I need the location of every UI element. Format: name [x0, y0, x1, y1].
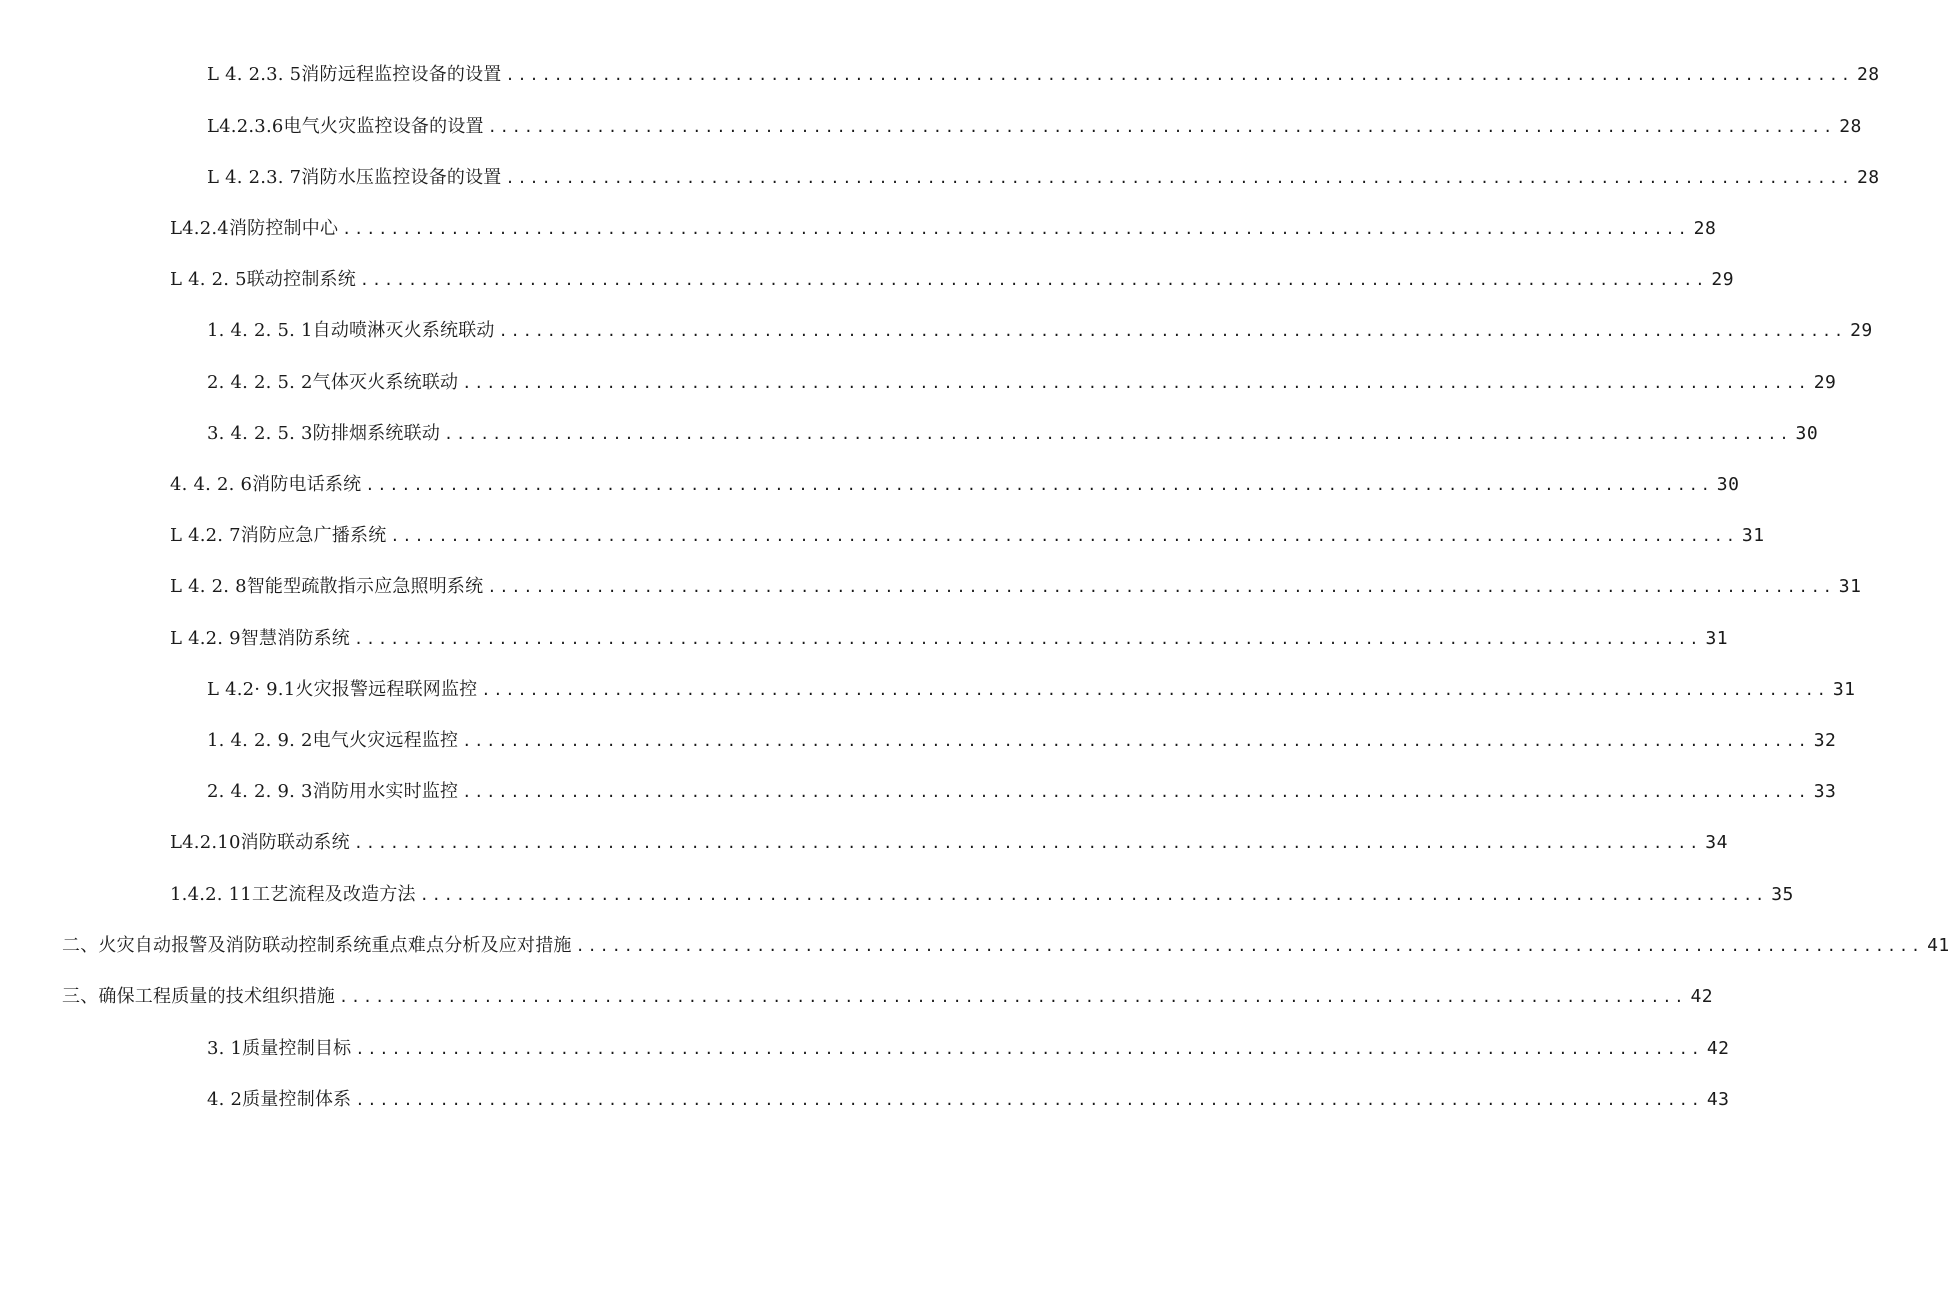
- toc-entry-page: 42: [1690, 986, 1714, 1007]
- toc-entry[interactable]: [170, 882, 1794, 908]
- toc-entry-page: 30: [1795, 423, 1819, 444]
- toc-entry-page: 42: [1706, 1038, 1730, 1059]
- toc-entry[interactable]: [170, 523, 1765, 549]
- toc-entry-page: 28: [1839, 116, 1862, 137]
- toc-entry-title: L 4.2. 9智慧消防系统: [170, 628, 350, 649]
- toc-entry-page: 41: [1927, 935, 1950, 956]
- toc-entry[interactable]: [207, 370, 1837, 396]
- toc-entry[interactable]: [170, 626, 1729, 652]
- toc-entry-title: 1.4.2. 11工艺流程及改造方法: [170, 884, 416, 905]
- toc-leader-dots: ................................................................................................................: [339, 988, 1687, 1006]
- toc-entry[interactable]: [207, 1036, 1730, 1062]
- toc-entry[interactable]: [207, 318, 1873, 344]
- toc-leader-dots: ................................................................................................................: [419, 886, 1768, 904]
- toc-entry-page: 29: [1850, 320, 1873, 341]
- toc-entry-page: 43: [1706, 1089, 1730, 1110]
- toc-leader-dots: ................................................................................................................: [359, 271, 1708, 289]
- toc-entry[interactable]: [207, 114, 1862, 140]
- toc-leader-dots: ................................................................................................................: [462, 732, 1810, 750]
- toc-entry-page: 34: [1705, 832, 1728, 853]
- toc-entry-title: L 4. 2.3. 5消防远程监控设备的设置: [207, 64, 502, 85]
- toc-entry-page: 29: [1813, 372, 1837, 393]
- toc-leader-dots: ................................................................................................................: [481, 681, 1829, 699]
- toc-entry-page: 31: [1741, 525, 1765, 546]
- toc-entry-page: 30: [1716, 474, 1740, 495]
- toc-leader-dots: ................................................................................................................: [462, 783, 1810, 801]
- toc-entry-page: 31: [1832, 679, 1856, 700]
- toc-entry[interactable]: [170, 472, 1740, 498]
- toc-entry[interactable]: [207, 728, 1837, 754]
- toc-leader-dots: ................................................................................................................: [575, 937, 1924, 955]
- toc-entry-page: 32: [1813, 730, 1837, 751]
- toc-entry-title: 1. 4. 2. 9. 2电气火灾远程监控: [207, 730, 459, 751]
- toc-entry[interactable]: [62, 933, 1950, 959]
- toc-leader-dots: ................................................................................................................: [444, 425, 1792, 443]
- toc-entry[interactable]: [207, 1087, 1730, 1113]
- toc-entry-title: 1. 4. 2. 5. 1自动喷淋灭火系统联动: [207, 320, 495, 341]
- toc-entry-page: 29: [1711, 269, 1735, 290]
- toc-entry[interactable]: [207, 779, 1837, 805]
- toc-entry-page: 28: [1856, 167, 1880, 188]
- toc-leader-dots: ................................................................................................................: [505, 169, 1853, 187]
- toc-entry-page: 35: [1771, 884, 1794, 905]
- toc-entry-page: 28: [1856, 64, 1880, 85]
- toc-entry[interactable]: [170, 267, 1735, 293]
- toc-entry-title: 3. 4. 2. 5. 3防排烟系统联动: [207, 423, 441, 444]
- toc-leader-dots: ................................................................................................................: [487, 578, 1835, 596]
- toc-leader-dots: ................................................................................................................: [505, 66, 1853, 84]
- toc-entry-title: L4.2.4消防控制中心: [170, 218, 339, 239]
- toc-entry-title: L4.2.3.6电气火灾监控设备的设置: [207, 116, 484, 137]
- toc-entry-title: L 4.2· 9.1火灾报警远程联网监控: [207, 679, 478, 700]
- toc-leader-dots: ................................................................................................................: [498, 322, 1847, 340]
- toc-entry-title: 三、确保工程质量的技术组织措施: [62, 986, 335, 1007]
- toc-entry-page: 33: [1813, 781, 1837, 802]
- toc-entry-title: L 4. 2. 5联动控制系统: [170, 269, 356, 290]
- toc-entry[interactable]: [207, 677, 1856, 703]
- toc-entry-title: L 4. 2.3. 7消防水压监控设备的设置: [207, 167, 502, 188]
- toc-entry-page: 31: [1705, 628, 1729, 649]
- toc-entry-title: 4. 4. 2. 6消防电话系统: [170, 474, 362, 495]
- toc-leader-dots: ................................................................................................................: [487, 118, 1836, 136]
- toc-leader-dots: ................................................................................................................: [462, 374, 1810, 392]
- toc-leader-dots: ................................................................................................................: [342, 220, 1690, 238]
- toc-entry-title: L4.2.10消防联动系统: [170, 832, 350, 853]
- toc-leader-dots: ................................................................................................................: [365, 476, 1713, 494]
- toc-entry[interactable]: [207, 165, 1880, 191]
- toc-leader-dots: ................................................................................................................: [355, 1091, 1703, 1109]
- toc-leader-dots: ................................................................................................................: [355, 1040, 1703, 1058]
- toc-entry-title: 4. 2质量控制体系: [207, 1089, 352, 1110]
- toc-entry-title: 二、火灾自动报警及消防联动控制系统重点难点分析及应对措施: [62, 935, 572, 956]
- toc-entry[interactable]: [170, 830, 1728, 856]
- toc-entry[interactable]: [170, 574, 1862, 600]
- toc-entry[interactable]: [170, 216, 1717, 242]
- toc-entry[interactable]: [62, 984, 1714, 1010]
- toc-entry-title: L 4. 2. 8智能型疏散指示应急照明系统: [170, 576, 484, 597]
- toc-entry-title: L 4.2. 7消防应急广播系统: [170, 525, 387, 546]
- toc-entry-title: 3. 1质量控制目标: [207, 1038, 352, 1059]
- toc-entry[interactable]: [207, 62, 1880, 88]
- toc-entry-page: 28: [1693, 218, 1717, 239]
- toc-leader-dots: ................................................................................................................: [353, 834, 1702, 852]
- toc-entry-title: 2. 4. 2. 5. 2气体灭火系统联动: [207, 372, 459, 393]
- toc-entry[interactable]: [207, 421, 1819, 447]
- toc-leader-dots: ................................................................................................................: [390, 527, 1738, 545]
- toc-leader-dots: ................................................................................................................: [354, 630, 1702, 648]
- toc-entry-page: 31: [1838, 576, 1862, 597]
- toc-entry-title: 2. 4. 2. 9. 3消防用水实时监控: [207, 781, 459, 802]
